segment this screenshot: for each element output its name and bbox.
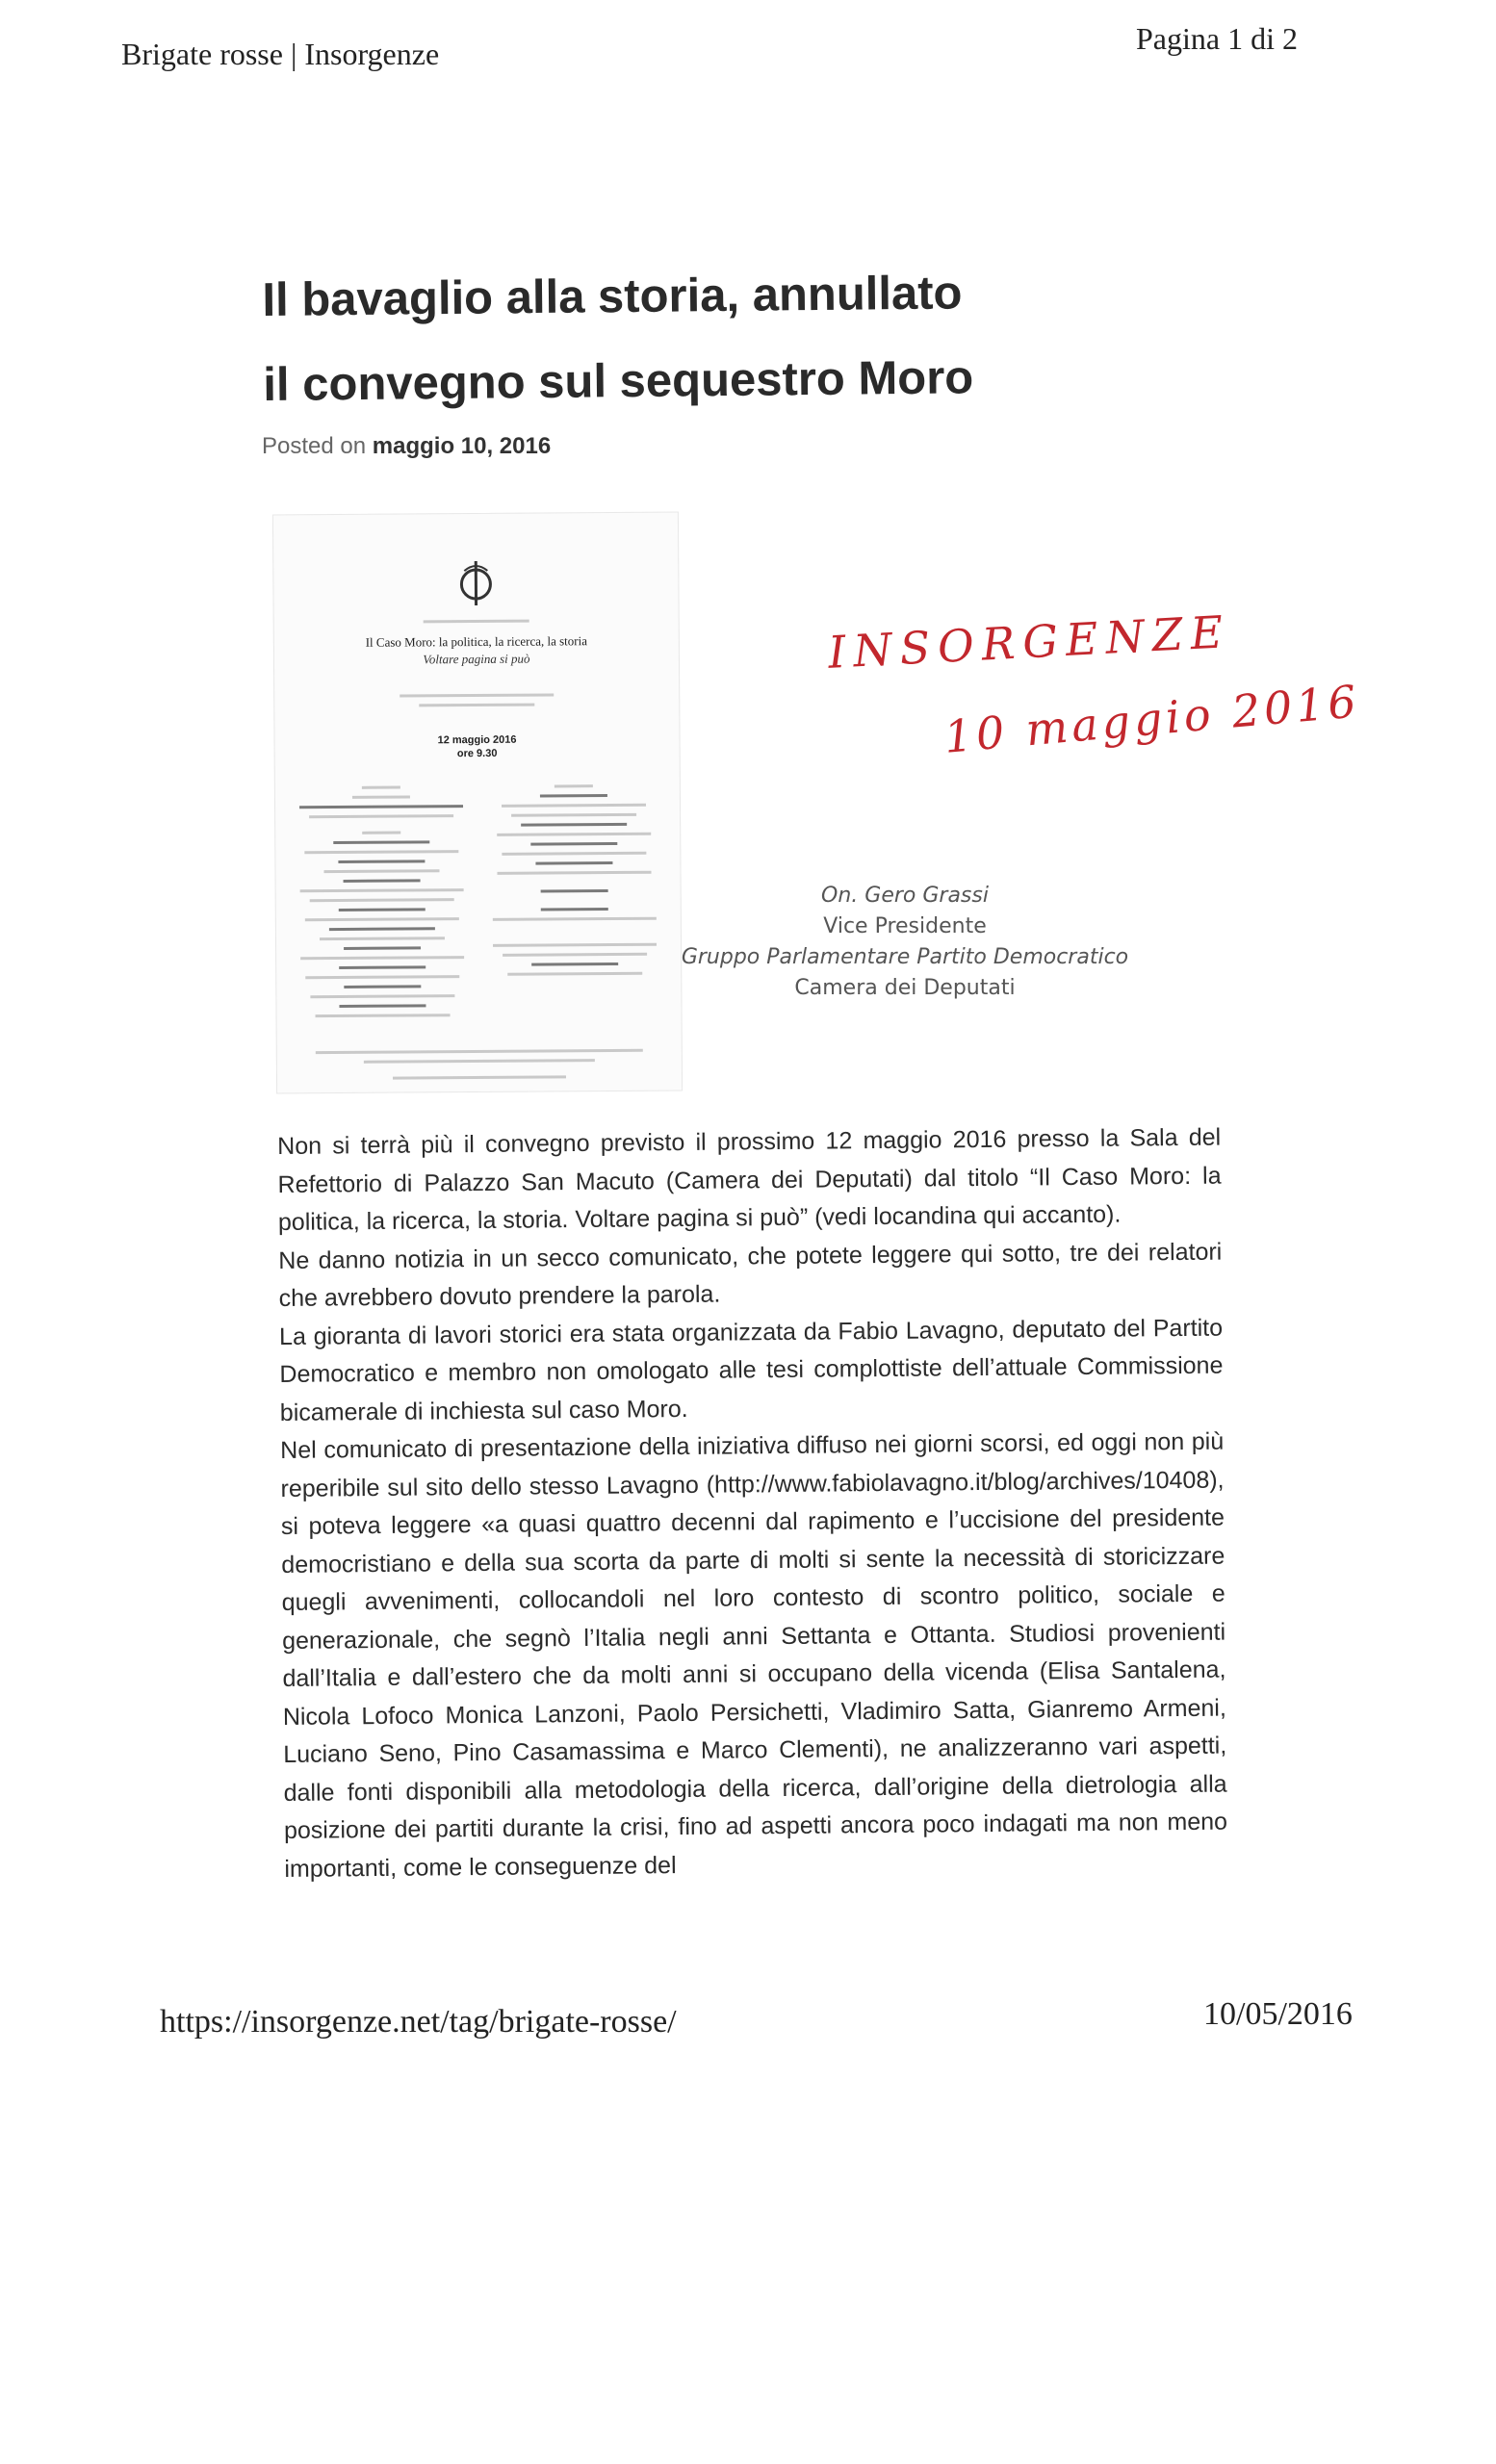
footer-url: https://insorgenze.net/tag/brigate-rosse/ (160, 2004, 677, 2040)
poster-small-line (274, 619, 679, 625)
header-page-number: Pagina 1 di 2 (1136, 21, 1298, 56)
event-poster-image (272, 512, 683, 1094)
signature-role: Vice Presidente (823, 914, 987, 938)
article-title-line-1: Il bavaglio alla storia, annullato (262, 267, 963, 326)
poster-time: ore 9.30 (456, 747, 498, 760)
signature-chamber: Camera dei Deputati (794, 976, 1016, 1000)
poster-subtitle: Voltare pagina si può (423, 651, 530, 667)
poster-title: Il Caso Moro: la politica, la ricerca, la storia (365, 633, 588, 650)
header-site-title: Brigate rosse | Insorgenze (121, 37, 440, 71)
poster-date: 12 maggio 2016 (437, 733, 517, 747)
posted-label: Posted on (262, 433, 367, 459)
handwritten-annotation-source: INSORGENZE (826, 605, 1232, 679)
posted-meta (262, 433, 551, 460)
body-paragraph: Ne danno notizia in un secco comunicato, che potete leggere qui sotto, tre dei relatori che avrebbero dovuto prendere la parola. (278, 1238, 1223, 1312)
body-paragraph: La gioranta di lavori storici era stata organizzata da Fabio Lavagno, deputato del Partito Democratico e membro non omologato alle tesi complottiste dell’attuale Commissione bicamerale di inchiesta sul caso Moro. (278, 1314, 1224, 1426)
article-title (262, 249, 1130, 427)
poster-program-left (295, 779, 470, 1017)
body-paragraph: Non si terrà più il convegno previsto il prossimo 12 maggio 2016 presso la Sala del Refettorio di Palazzo San Macuto (Camera dei Deputati) dal titolo “Il Caso Moro: la politica, la ricerca, la storia. Voltare pagina si può” (vedi locandina qui accanto). (277, 1123, 1222, 1236)
poster-program-right (487, 778, 661, 976)
signature-group: Gruppo Parlamentare Partito Democratico (681, 945, 1129, 969)
poster-date-block (275, 732, 680, 762)
article-body (277, 1119, 1228, 1888)
body-paragraph: Nel comunicato di presentazione della iniziativa diffuso nei giorni scorsi, ed oggi non più reperibile sul sito dello stesso Lavagno (http://www.fabiolavagno.it/blog/archives/10408), si poteva leggere «a quasi quattro decenni dal rapimento e l’uccisione del presidente democristiano e della sua scorta da parte di molti si sente la necessità di storicizzare quegli avvenimenti, collocandoli nel loro contesto di scontro politico, sociale e generazionale, che segnò l’Italia negli anni Settanta e Ottanta. Studiosi provenienti dall’Italia e dall’estero che da molti anni si occupano della vicenda (Elisa Santalena, Nicola Lofoco Monica Lanzoni, Paolo Persichetti, Vladimiro Satta, Gianremo Armeni, Luciano Seno, Pino Casamassima e Marco Clementi), ne analizzeranno vari aspetti, dalle fonti disponibili alla metodologia della ricerca, dall’origine della dietrologia alla posizione dei partiti durante la crisi, fino ad aspetti ancora poco indagati ma non meno importanti, come le conseguenze del (280, 1427, 1228, 1883)
chamber-emblem-icon (454, 557, 497, 609)
handwritten-annotation-date: 10 maggio 2016 (941, 675, 1362, 763)
posted-date: maggio 10, 2016 (372, 433, 552, 459)
signature-name: On. Gero Grassi (821, 884, 989, 908)
poster-footer-lines (306, 1042, 653, 1081)
poster-venue-lines (274, 686, 679, 708)
footer-date: 10/05/2016 (1203, 1996, 1353, 2032)
article-title-line-2: il convegno sul sequestro Moro (263, 351, 974, 411)
